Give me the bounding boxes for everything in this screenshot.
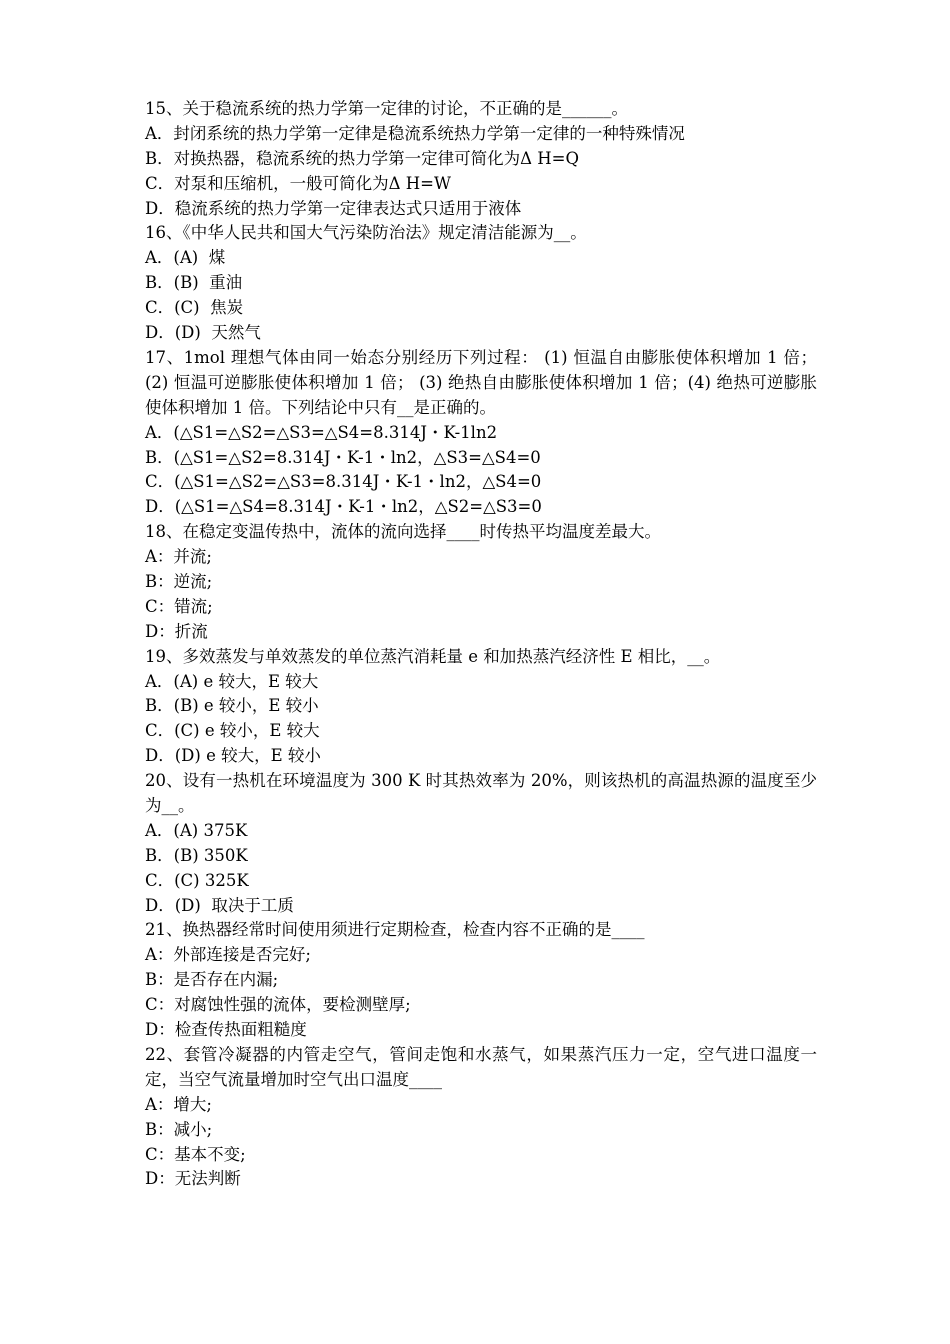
option-c: C：对腐蚀性强的流体，要检测壁厚;	[145, 995, 411, 1015]
option-b: B．(B) 重油	[145, 273, 243, 293]
question-stem: 18、在稳定变温传热中，流体的流向选择____时传热平均温度差最大。	[145, 522, 661, 542]
option-d: D．(D) 取决于工质	[145, 895, 294, 915]
option-a: A：外部连接是否完好;	[145, 945, 311, 965]
option-d: D：无法判断	[145, 1169, 241, 1189]
question-22	[145, 1043, 817, 1192]
option-b: B：是否存在内漏;	[145, 970, 279, 990]
question-stem: 22、套管冷凝器的内管走空气，管间走饱和水蒸气，如果蒸汽压力一定，空气进口温度一定，当空气流量增加时空气出口温度____	[145, 1044, 817, 1089]
question-stem: 16、《中华人民共和国大气污染防治法》规定清洁能源为__。	[145, 223, 587, 243]
question-15	[145, 97, 817, 221]
option-c: C．(C) 325K	[145, 870, 249, 890]
option-c: C．对泵和压缩机，一般可简化为Δ H=W	[145, 173, 451, 193]
option-a: A．封闭系统的热力学第一定律是稳流系统热力学第一定律的一种特殊情况	[145, 123, 685, 143]
question-stem: 17、1mol 理想气体由同一始态分别经历下列过程： (1) 恒温自由膨胀使体积增加 1 倍；(2) 恒温可逆膨胀使体积增加 1 倍； (3) 绝热自由膨胀使体积增加 1 倍；(4) 绝热可逆膨胀使体积增加 1 倍。下列结论中只有__是正确的。	[145, 347, 817, 417]
question-18	[145, 520, 817, 644]
option-a: A．(A) 375K	[145, 820, 248, 840]
option-a: A：并流;	[145, 547, 212, 567]
question-20	[145, 769, 817, 918]
option-c: C：错流;	[145, 596, 213, 616]
option-c: C：基本不变;	[145, 1144, 246, 1164]
option-a: A．(A) 煤	[145, 248, 226, 268]
question-stem: 20、设有一热机在环境温度为 300 K 时其热效率为 20%，则该热机的高温热源的温度至少为__。	[145, 771, 817, 815]
option-b: B：减小;	[145, 1119, 213, 1139]
option-d: D：检查传热面粗糙度	[145, 1020, 307, 1040]
document-page	[145, 97, 817, 1192]
option-d: D．(△S1=△S4=8.314J・K-1・ln2，△S2=△S3=0	[145, 497, 542, 517]
option-a: A．(A) e 较大，E 较大	[145, 671, 319, 691]
option-a: A．(△S1=△S2=△S3=△S4=8.314J・K-1ln2	[145, 422, 498, 442]
question-stem: 21、换热器经常时间使用须进行定期检查，检查内容不正确的是____	[145, 920, 645, 940]
option-d: D：折流	[145, 621, 208, 641]
question-16	[145, 221, 817, 345]
option-d: D．稳流系统的热力学第一定律表达式只适用于液体	[145, 198, 522, 218]
option-c: C．(△S1=△S2=△S3=8.314J・K-1・ln2，△S4=0	[145, 472, 542, 492]
question-19	[145, 645, 817, 769]
option-b: B．(B) 350K	[145, 845, 248, 865]
option-b: B．(B) e 较小，E 较小	[145, 696, 319, 716]
option-c: C．(C) 焦炭	[145, 298, 244, 318]
option-a: A：增大;	[145, 1094, 212, 1114]
option-b: B．(△S1=△S2=8.314J・K-1・ln2，△S3=△S4=0	[145, 447, 541, 467]
option-d: D．(D) e 较大，E 较小	[145, 746, 321, 766]
option-b: B：逆流;	[145, 571, 213, 591]
question-21	[145, 918, 817, 1042]
question-17	[145, 346, 817, 520]
question-stem: 15、关于稳流系统的热力学第一定律的讨论，不正确的是______。	[145, 99, 628, 118]
option-d: D．(D) 天然气	[145, 323, 261, 343]
option-c: C．(C) e 较小，E 较大	[145, 721, 320, 741]
option-b: B．对换热器，稳流系统的热力学第一定律可简化为Δ H=Q	[145, 148, 580, 168]
question-stem: 19、多效蒸发与单效蒸发的单位蒸汽消耗量 e 和加热蒸汽经济性 E 相比，__。	[145, 646, 721, 666]
